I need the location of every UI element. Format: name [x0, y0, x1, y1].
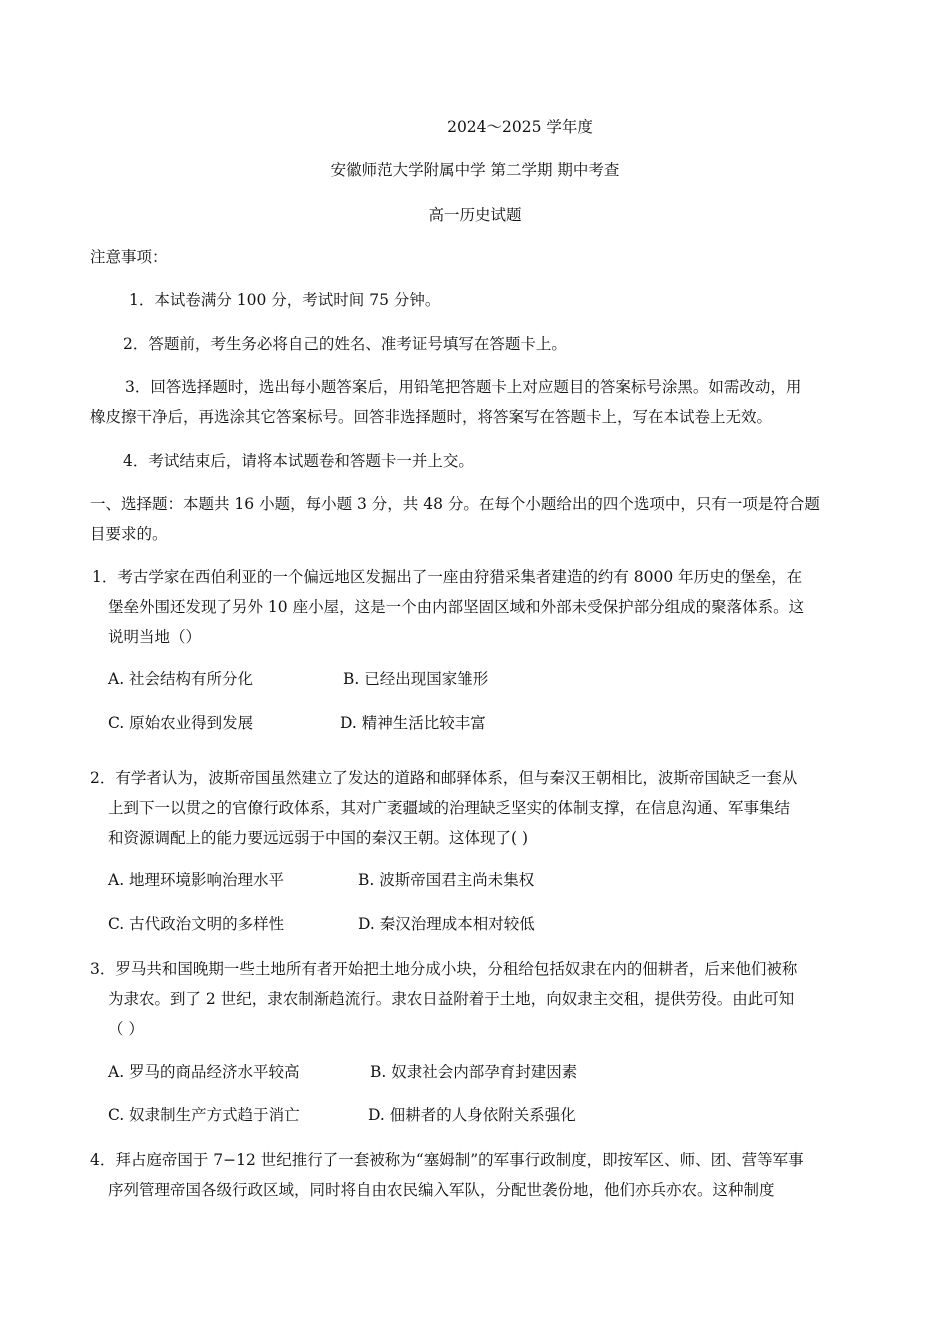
note-item: 1．本试卷满分 100 分，考试时间 75 分钟。	[129, 291, 441, 309]
note-item: 3．回答选择题时，选出每小题答案后，用铅笔把答题卡上对应题目的答案标号涂黑。如需改动，用	[125, 378, 802, 396]
question-1-text: 说明当地（）	[108, 628, 202, 646]
question-1-text: 堡垒外围还发现了另外 10 座小屋，这是一个由内部坚固区域和外部未受保护部分组成的聚落体系。这	[108, 598, 805, 616]
question-3-text: （ ）	[108, 1020, 144, 1038]
question-1-option-d: D. 精神生活比较丰富	[340, 714, 486, 732]
section-heading: 一、选择题：本题共 16 小题，每小题 3 分，共 48 分。在每个小题给出的四个选项中，只有一项是符合题	[90, 495, 820, 513]
question-2-option-d: D. 秦汉治理成本相对较低	[358, 915, 535, 933]
question-3-text: 为隶农。到了 2 世纪，隶农制渐趋流行。隶农日益附着于土地，向奴隶主交租，提供劳役。由此可知	[108, 990, 795, 1008]
question-3-option-d: D. 佃耕者的人身依附关系强化	[368, 1106, 576, 1124]
question-3-option-a: A. 罗马的商品经济水平较高	[108, 1063, 300, 1081]
question-2-text: 2．有学者认为，波斯帝国虽然建立了发达的道路和邮驿体系，但与秦汉王朝相比，波斯帝国缺乏一套从	[90, 769, 798, 787]
question-3-text: 3．罗马共和国晚期一些土地所有者开始把土地分成小块，分租给包括奴隶在内的佃耕者，后来他们被称	[90, 960, 798, 978]
question-2-option-c: C. 古代政治文明的多样性	[108, 915, 285, 933]
question-1-text: 1．考古学家在西伯利亚的一个偏远地区发掘出了一座由狩猎采集者建造的约有 8000 年历史的堡垒，在	[92, 568, 803, 586]
exam-year: 2024～2025 学年度	[447, 118, 593, 136]
question-1-option-c: C. 原始农业得到发展	[108, 714, 254, 732]
notes-title: 注意事项：	[90, 248, 168, 266]
school-title: 安徽师范大学附属中学 第二学期 期中考查	[330, 161, 620, 179]
question-3-option-c: C. 奴隶制生产方式趋于消亡	[108, 1106, 300, 1124]
question-2-option-b: B. 波斯帝国君主尚未集权	[358, 871, 535, 889]
note-item-continued: 橡皮擦干净后，再选涂其它答案标号。回答非选择题时，将答案写在答题卡上，写在本试卷上无效。	[90, 408, 773, 426]
note-item: 2．答题前，考生务必将自己的姓名、准考证号填写在答题卡上。	[123, 335, 567, 353]
section-heading-continued: 目要求的。	[90, 525, 168, 543]
question-4-text: 4．拜占庭帝国于 7−12 世纪推行了一套被称为“塞姆制”的军事行政制度，即按军区、师、团、营等军事	[90, 1151, 804, 1169]
subject-title: 高一历史试题	[428, 206, 522, 224]
question-1-option-a: A. 社会结构有所分化	[108, 670, 254, 688]
note-item: 4．考试结束后，请将本试题卷和答题卡一并上交。	[123, 452, 474, 470]
question-2-option-a: A. 地理环境影响治理水平	[108, 871, 285, 889]
question-2-text: 上到下一以贯之的官僚行政体系，其对广袤疆域的治理缺乏坚实的体制支撑，在信息沟通、军事集结	[108, 799, 791, 817]
question-4-text: 序列管理帝国各级行政区域，同时将自由农民编入军队，分配世袭份地，他们亦兵亦农。这种制度	[108, 1181, 775, 1199]
question-2-text: 和资源调配上的能力要远远弱于中国的秦汉王朝。这体现了( )	[108, 829, 529, 847]
question-1-option-b: B. 已经出现国家雏形	[343, 670, 489, 688]
question-3-option-b: B. 奴隶社会内部孕育封建因素	[370, 1063, 578, 1081]
